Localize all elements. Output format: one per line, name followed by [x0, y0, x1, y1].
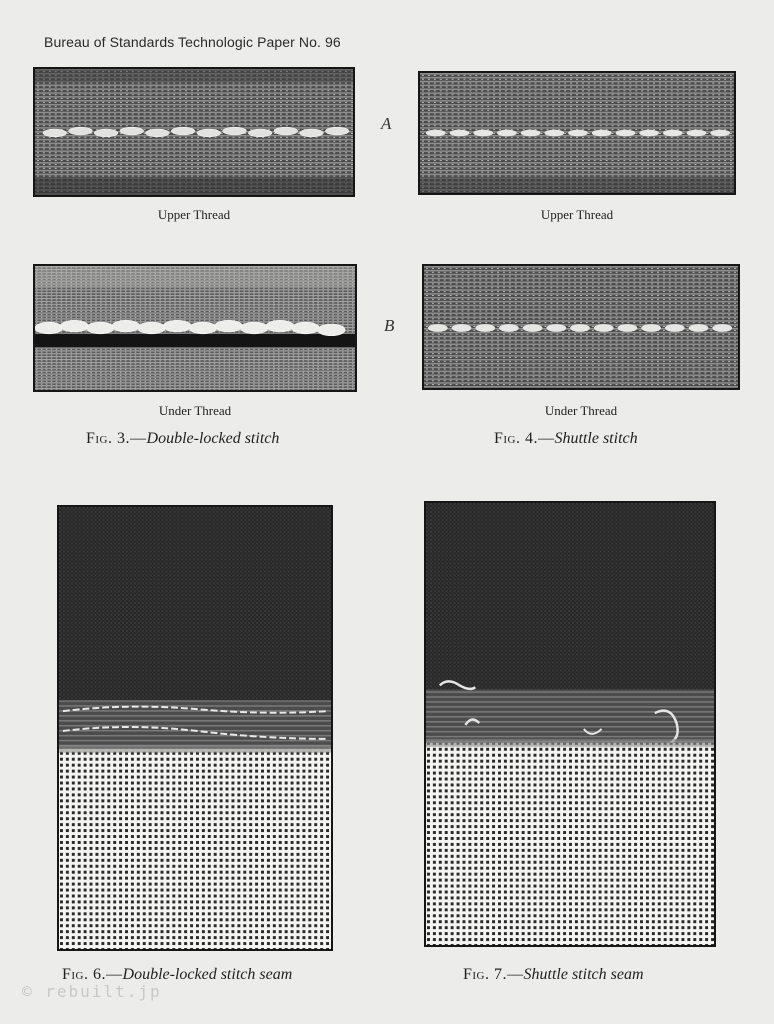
fig7-caption-title: Shuttle stitch seam	[523, 966, 644, 983]
page-header: Bureau of Standards Technologic Paper No. 96	[44, 34, 341, 50]
fig4-caption-title: Shuttle stitch	[554, 430, 638, 447]
fig3-caption-title: Double-locked stitch	[146, 430, 280, 447]
fig3-upper-caption: Upper Thread	[157, 207, 231, 222]
fig3-under-caption: Under Thread	[158, 403, 232, 418]
fig4-under-thread-photo	[422, 264, 740, 390]
fig3-under-thread-photo	[33, 264, 357, 392]
fig7-caption	[463, 966, 644, 984]
fig4-caption-label: Fig. 4.—	[494, 430, 555, 447]
row-label-a: A	[381, 114, 392, 133]
fig3-upper-thread-photo	[33, 67, 355, 197]
fig6-caption-label: Fig. 6.—	[62, 966, 123, 983]
fig6-seam-photo	[57, 505, 333, 951]
fig4-upper-caption: Upper Thread	[540, 207, 614, 222]
row-label-b: B	[384, 316, 395, 335]
fig4-under-caption: Under Thread	[544, 403, 618, 418]
fig6-caption-title: Double-locked stitch seam	[122, 966, 293, 983]
fig7-seam-photo	[424, 501, 716, 947]
fig4-caption	[494, 430, 638, 448]
fig3-caption	[86, 430, 279, 448]
fig3-caption-label: Fig. 3.—	[86, 430, 147, 447]
fig7-caption-label: Fig. 7.—	[463, 966, 524, 983]
fig4-upper-thread-photo	[418, 71, 736, 195]
watermark: © rebuilt.jp	[22, 982, 162, 1001]
